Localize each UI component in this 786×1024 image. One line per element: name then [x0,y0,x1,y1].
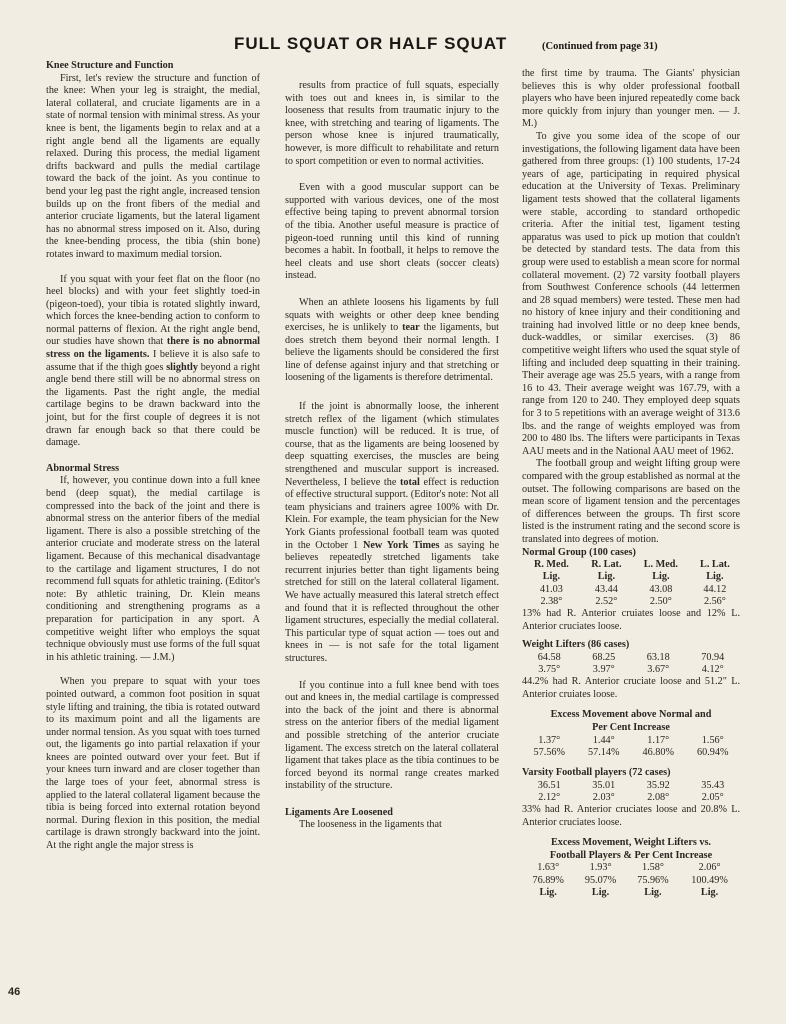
table-title: Weight Lifters (86 cases) [522,639,630,651]
data-table: 1.63° 1.93° 1.58° 2.06° 76.89% 95.07% 75.96% 100.49% Lig. Lig. Lig. Lig. [532,862,728,898]
table-title: Varsity Football players (72 cases) [522,766,671,778]
page-header [0,34,786,56]
excess-movement-comparison-table [522,837,740,899]
paragraph: If the joint is abnormally loose, the inherent stretch reflex of the ligament (which stimulates muscle function) will be reduced. It is true, of course, that as the ligaments are being loosened by deep squatting exercises, the muscles are being strengthened and muscular support is increased. Nevertheless, I believe the total effect is reduction of effective structural support. (Editor's note: Not all team physicians and trainers agree 100% with Dr. Klein. For example, the team physician for the New York Giants professional football team was quoted in the October 1 New York Times as saying he believes repeatedly stretched ligaments take recurrent injuries better than tight ligaments being stretched for still on the lateral collateral ligament. We have actually measured this lateral stretch effect and found that it is reflected throughout the other ligament structures, especially the medial collateral. This particular type of squat action — toes out and knees in — is not safe for the total ligament structures. [285,401,500,664]
paragraph: If you continue into a full knee bend with toes out and knees in, the medial cartilage is compressed into the back of the joint and there is abnormal stress on the anterior fibers of the medial ligament and possible stretching of the anterior cruciate ligament. The excess stretch on the lateral collateral ligament that takes place as the tibia continues to be forced beyond its normal range creates marked instability of the structure. [285,679,499,792]
table-title: Per Cent Increase [592,721,670,733]
data-table: R. Med. R. Lat. L. Med. L. Lat. Lig. Lig. Lig. Lig. 41.03 43.44 43.08 44.12 2.38° 2.52° 2.50° 2.56° [533,559,730,607]
column-3 [522,68,740,899]
data-table: 36.51 35.01 35.92 35.43 2.12° 2.03° 2.08° 2.05° [537,779,725,803]
section-heading: Abnormal Stress [46,462,120,474]
table-title: Excess Movement above Normal and [550,709,712,721]
section-heading: Ligaments Are Loosened [285,806,393,818]
paragraph: If you squat with your feet flat on the floor (no heel blocks) and with your feet slightly toed-in (pigeon-toed), your tibia is rotated slightly inward, which forces the knee-bending action to conform to normal patterns of flexion. At the right angle bend, our studies have shown that there is no abnormal stress on the ligaments. I believe it is also safe to assume that if the thigh goes slightly beyond a right angle bend there still will be no abnormal stress on the ligaments. Past the right angle, the medial cartilage begins to be drawn backward into the joint, but for the first couple of degrees it is not drawn far enough back so that there could be damage. [46,273,261,449]
paragraph: When an athlete loosens his ligaments by full squats with weights or other deep knee bending exercises, he is unlikely to tear the ligaments, but does stretch them beyond their normal length. I believe the ligaments should be considered the first line of defense against injury and that stretching or loosening of the ligaments is therefore detrimental. [285,296,500,384]
data-table: 64.58 68.25 63.18 70.94 3.75° 3.97° 3.67° 4.12° [537,651,725,675]
article-title: FULL SQUAT OR HALF SQUAT [234,34,508,53]
continued-note: (Continued from page 31) [542,41,658,52]
column-1 [46,60,260,853]
section-heading: Knee Structure and Function [46,60,174,71]
paragraph: The looseness in the ligaments that [299,819,442,831]
table-note: 33% had R. Anterior cruciates loose and 20.8% L. Anterior cruciates loose. [522,803,740,828]
data-table: 1.37° 1.44° 1.17° 1.56° 57.56% 57.14% 46.80% 60.94% [533,734,729,758]
excess-movement-table [522,709,740,759]
varsity-football-table [522,767,740,829]
weight-lifters-table [522,639,740,701]
table-note: 13% had R. Anterior cruiates loose and 12% L. Anterior cruciates loose. [522,607,740,632]
page-number: 46 [8,986,21,998]
paragraph: The football group and weight lifting group were compared with the group established as normal at the outset. The following comparisons are based on the mean score of ligament tension and the percentages of differences between the groups. Th first score listed is the instrument rating and the second score is translated into degrees of motion. [522,458,740,545]
normal-group-table [522,547,740,634]
paragraph: First, let's review the structure and function of the knee: When your leg is straight, the medial, lateral collateral, and cruciate ligaments are in a state of normal tension with minimal stress. As your knee is bent, the ligaments begin to relax and at a right angle bend all the ligaments are equally relaxed. During this process, the medial ligament drifts backward and pulls the medial cartilage toward the back of the joint. As you continue to bend your leg past the right angle, increased tension builds up on the front fibers of the medial and anterior cruciate ligaments, but the lateral ligament has no abnormal stress imposed on it. Also, during the knee-bending process, the tibia (shin bone) rotates inward to maximum medial torsion. [46,72,260,260]
paragraph: Even with a good muscular support can be supported with various devices, one of the most effective being taping to prevent abnormal torsion of the tibia. Another useful measure is practice of pigeon-toed running until this kind of running becomes a habit. In football, it helps to remove the heel cleats and use short cleats (soccer cleats) instead. [285,182,499,282]
paragraph: results from practice of full squats, especially with toes out and knees in, is similar to the looseness that results from traumatic injury to the knee, with stretching and tearing of ligaments. The person whose knee is injured traumatically, however, is more difficult to rehabilitate and return to sport competition or even to normal activities. [285,80,499,167]
paragraph: When you prepare to squat with your toes pointed outward, a common foot position in squat style lifting and training, the tibia is rotated outward to its maximum point and all the ligaments are under normal tension. As you squat with toes turned out, the ligaments go into partial relaxation if your knees are pointed outward over your feet. But if your knees turn inward and are closer together than the large toes of your feet, abnormal stress is applied to the lateral collateral ligament because the tibia is being forced into external rotation beyond normal. During flexion in this position, the medial cartilage is drawn strongly backward into the joint. At the right angle the major stress is [46,676,260,852]
paragraph: the first time by trauma. The Giants' physician believes this is why older professional football players who have been injured repeatedly come back more quickly from injury than younger men. — J. M.) [522,68,740,130]
table-note: 44.2% had R. Anterior cruciate loose and 51.2" L. Anterior cruiates loose. [522,676,740,700]
table-title: Football Players & Per Cent Increase [549,849,713,861]
table-title: Excess Movement, Weight Lifters vs. [551,837,711,849]
column-2 [285,80,499,832]
table-title: Normal Group (100 cases) [522,546,636,558]
paragraph: To give you some idea of the scope of our investigations, the following ligament data have been gathered from three groups: (1) 100 students, 17-24 years of age, participating in required physical education at the University of Texas. Preliminary ligament tests showed that the collateral ligaments were stable, according to standard orthopedic criteria. After the initial test, ligament testing apparatus was used to pick up motion that couldn't be detected by standard tests. The data from this group were used to establish a mean score for normal collateral movement. (2) 72 varsity football players from Southwest Conference schools (44 lettermen and 28 squad members) were tested. These men had no history of knee injury and their conditioning and training had involved little or no deep knee bends, duck-waddles, or similar exercises. (3) 86 competitive weight lifters who used the squat style of lifting and included deep squatting in their training. Their average age was 25.5 years, with a range from 16 to 43. Their average weight was 167.79, with a range from 120 to 240. They employed deep squats for 3 to 5 repetitions with an average weight of 313.6 lbs. and the range of weights employed was from 200 to 480 lbs. The lifters were participants in Texas AAU meets and in the National AAU meet of 1962. [522,130,740,457]
paragraph: If, however, you continue down into a full knee bend (deep squat), the medial cartilage is compressed into the back of the joint and there is abnormal stress on the anterior fibers of the medial ligament. There is also a possible stretching of the anterior cruciate and moderate stress on the lateral ligament. Because of this mechanical disadvantage to the cartilage and ligament structures, I do not recommend full squats for athletic training. (Editor's note: By athletic training, Dr. Klein means conditioning and strengthening programs as a preparation for participation in any sport. A competitive weight lifter who employs the squat technique obviously must use forms of the full squat in his athletic training. — J.M.) [46,475,260,663]
